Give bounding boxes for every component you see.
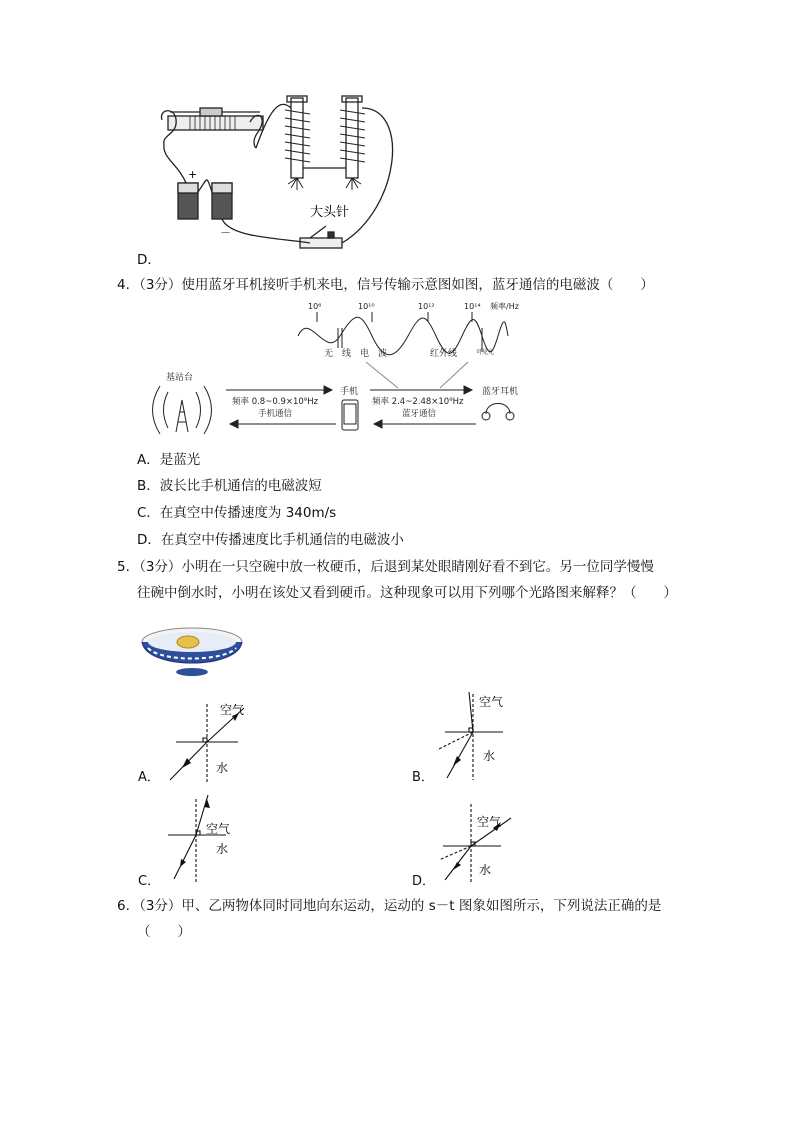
water-label: 水	[479, 863, 492, 877]
light-path-diagram-d	[435, 800, 535, 885]
pin-label: 大头针	[310, 205, 350, 220]
q3-option-d: D．	[137, 252, 161, 268]
q4-option-c: C．在真空中传播速度为 340m/s	[137, 505, 337, 521]
question-5-line2: 往碗中倒水时，小明在该处又看到硬币。这种现象可以用下列哪个光路图来解释？（ ）	[137, 585, 677, 601]
q4-option-d: D．在真空中传播速度比手机通信的电磁波小	[137, 532, 404, 548]
light-path-diagram-b	[435, 690, 535, 785]
freq-unit: 频率/Hz	[490, 302, 519, 311]
minus-sign: －	[220, 226, 231, 239]
q4-option-a: A．是蓝光	[137, 452, 201, 468]
question-5-line1: 5．（3分）小明在一只空碗中放一枚硬币，后退到某处眼睛刚好看不到它。另一位同学慢慢	[117, 559, 654, 575]
bluetooth-signal-diagram	[140, 300, 540, 440]
bluetooth-frequency: 频率 2.4~2.48×10⁹Hz	[372, 397, 464, 407]
earphone-label: 蓝牙耳机	[482, 387, 519, 397]
air-label: 空气	[220, 703, 245, 717]
freq-tick: 10¹⁴	[464, 302, 481, 311]
phone-frequency: 频率 0.8~0.9×10⁹Hz	[232, 397, 319, 407]
water-label: 水	[216, 761, 229, 775]
freq-tick: 10¹⁰	[358, 302, 375, 311]
question-4-text: 4．（3分）使用蓝牙耳机接听手机来电，信号传输示意图如图，蓝牙通信的电磁波（ ）	[117, 277, 654, 293]
bowl-coin-image	[140, 612, 244, 682]
water-label: 水	[483, 749, 496, 763]
freq-tick: 10¹²	[418, 302, 435, 311]
circuit-figure	[150, 88, 410, 263]
visible-light-band: 可见光	[476, 349, 495, 356]
q5-option-b: B．	[412, 770, 434, 785]
q5-option-d: D．	[412, 874, 436, 889]
infrared-band: 红外线	[430, 349, 458, 359]
plus-sign: +	[188, 168, 198, 181]
base-station-label: 基站台	[166, 373, 194, 383]
radio-wave-band: 无 线 电 波	[324, 349, 388, 359]
air-label: 空气	[479, 695, 504, 709]
light-path-diagram-a	[160, 700, 260, 785]
q4-option-b: B．波长比手机通信的电磁波短	[137, 478, 322, 494]
air-label: 空气	[477, 815, 502, 829]
phone-label: 手机	[340, 387, 359, 397]
phone-comm-label: 手机通信	[258, 409, 293, 419]
question-6-line2: （ ）	[137, 924, 191, 940]
q5-option-a: A．	[138, 770, 160, 785]
q5-option-c: C．	[138, 874, 161, 889]
freq-tick: 10⁶	[308, 302, 322, 311]
light-path-diagram-c	[160, 795, 260, 885]
air-label: 空气	[206, 822, 231, 836]
question-6-line1: 6．（3分）甲、乙两物体同时同地向东运动，运动的 s－t 图象如图所示，下列说法正确的是	[117, 898, 662, 914]
bluetooth-comm-label: 蓝牙通信	[402, 409, 437, 419]
water-label: 水	[216, 842, 229, 856]
